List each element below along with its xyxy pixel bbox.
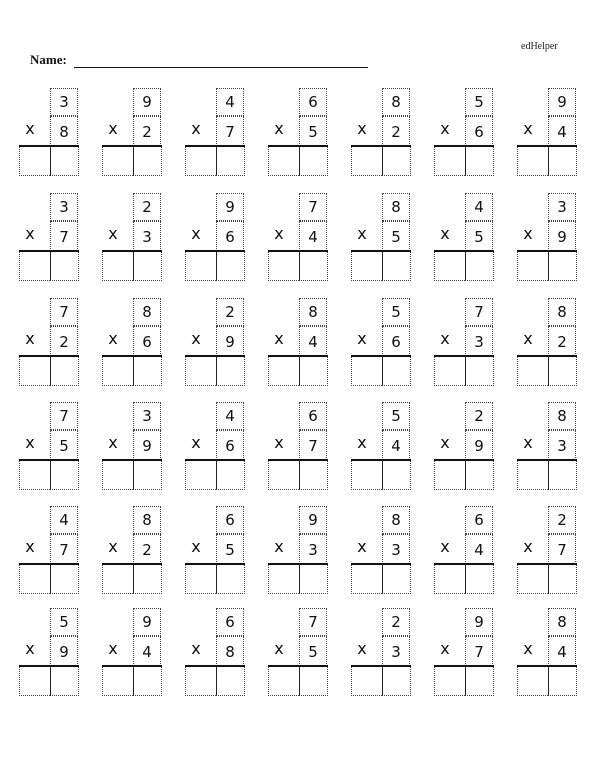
bottom-factor: 3 <box>382 534 410 564</box>
top-factor: 5 <box>465 88 493 116</box>
answer-tens-box[interactable] <box>517 357 548 386</box>
answer-ones-box[interactable] <box>50 147 79 176</box>
answer-tens-box[interactable] <box>102 667 133 696</box>
top-factor: 8 <box>548 402 576 430</box>
times-sign: x <box>523 537 533 556</box>
answer-ones-box[interactable] <box>382 357 411 386</box>
multiplication-problem <box>102 608 162 700</box>
multiplication-problem <box>102 88 162 180</box>
answer-tens-box[interactable] <box>268 667 299 696</box>
answer-tens-box[interactable] <box>19 667 50 696</box>
multiplication-problem <box>185 506 245 598</box>
top-factor: 9 <box>133 88 161 116</box>
bottom-factor: 7 <box>50 221 78 251</box>
times-sign: x <box>274 433 284 452</box>
multiplication-problem <box>19 506 79 598</box>
top-factor: 9 <box>548 88 576 116</box>
bottom-factor: 4 <box>465 534 493 564</box>
top-factor: 4 <box>216 88 244 116</box>
times-sign: x <box>357 537 367 556</box>
answer-ones-box[interactable] <box>465 357 494 386</box>
top-factor: 3 <box>133 402 161 430</box>
answer-tens-box[interactable] <box>268 461 299 490</box>
bottom-factor: 7 <box>216 116 244 146</box>
multiplication-problem <box>268 608 328 700</box>
times-sign: x <box>440 329 450 348</box>
answer-tens-box[interactable] <box>19 252 50 281</box>
brand-label: edHelper <box>521 41 558 52</box>
top-factor: 7 <box>299 193 327 221</box>
bottom-factor: 9 <box>133 430 161 460</box>
bottom-factor: 3 <box>548 430 576 460</box>
multiplication-problem <box>351 608 411 700</box>
answer-tens-box[interactable] <box>102 357 133 386</box>
times-sign: x <box>440 224 450 243</box>
top-factor: 8 <box>548 608 576 636</box>
answer-ones-box[interactable] <box>548 357 577 386</box>
top-factor: 8 <box>133 506 161 534</box>
top-factor: 8 <box>133 298 161 326</box>
times-sign: x <box>191 329 201 348</box>
answer-ones-box[interactable] <box>133 461 162 490</box>
answer-tens-box[interactable] <box>351 667 382 696</box>
top-factor: 7 <box>50 402 78 430</box>
answer-tens-box[interactable] <box>19 357 50 386</box>
multiplication-problem <box>185 608 245 700</box>
bottom-factor: 6 <box>216 430 244 460</box>
top-factor: 9 <box>216 193 244 221</box>
times-sign: x <box>25 537 35 556</box>
times-sign: x <box>25 433 35 452</box>
answer-tens-box[interactable] <box>102 461 133 490</box>
answer-tens-box[interactable] <box>185 565 216 594</box>
multiplication-problem <box>517 298 577 390</box>
multiplication-problem <box>434 298 494 390</box>
bottom-factor: 4 <box>548 636 576 666</box>
times-sign: x <box>191 224 201 243</box>
multiplication-problem <box>517 402 577 494</box>
multiplication-problem <box>268 298 328 390</box>
answer-ones-box[interactable] <box>548 565 577 594</box>
answer-ones-box[interactable] <box>50 667 79 696</box>
times-sign: x <box>108 119 118 138</box>
answer-tens-box[interactable] <box>351 565 382 594</box>
multiplication-problem <box>434 506 494 598</box>
top-factor: 7 <box>465 298 493 326</box>
times-sign: x <box>274 537 284 556</box>
multiplication-problem <box>434 193 494 285</box>
top-factor: 6 <box>299 88 327 116</box>
answer-tens-box[interactable] <box>517 147 548 176</box>
answer-ones-box[interactable] <box>465 667 494 696</box>
times-sign: x <box>357 433 367 452</box>
multiplication-problem <box>351 88 411 180</box>
bottom-factor: 5 <box>299 636 327 666</box>
answer-ones-box[interactable] <box>465 147 494 176</box>
multiplication-problem <box>434 608 494 700</box>
answer-ones-box[interactable] <box>299 565 328 594</box>
answer-ones-box[interactable] <box>299 147 328 176</box>
answer-tens-box[interactable] <box>517 252 548 281</box>
answer-tens-box[interactable] <box>434 667 465 696</box>
answer-tens-box[interactable] <box>19 565 50 594</box>
times-sign: x <box>108 433 118 452</box>
top-factor: 5 <box>50 608 78 636</box>
multiplication-problem <box>434 402 494 494</box>
times-sign: x <box>108 639 118 658</box>
times-sign: x <box>523 329 533 348</box>
multiplication-problem <box>19 608 79 700</box>
bottom-factor: 8 <box>50 116 78 146</box>
top-factor: 8 <box>299 298 327 326</box>
answer-tens-box[interactable] <box>517 667 548 696</box>
multiplication-problem <box>351 506 411 598</box>
bottom-factor: 3 <box>382 636 410 666</box>
multiplication-problem <box>102 193 162 285</box>
top-factor: 4 <box>465 193 493 221</box>
multiplication-problem <box>268 506 328 598</box>
multiplication-problem <box>351 193 411 285</box>
bottom-factor: 2 <box>548 326 576 356</box>
times-sign: x <box>25 224 35 243</box>
bottom-factor: 7 <box>299 430 327 460</box>
bottom-factor: 7 <box>50 534 78 564</box>
multiplication-problem <box>19 88 79 180</box>
bottom-factor: 7 <box>548 534 576 564</box>
bottom-factor: 9 <box>548 221 576 251</box>
answer-ones-box[interactable] <box>216 147 245 176</box>
times-sign: x <box>191 433 201 452</box>
multiplication-problem <box>268 193 328 285</box>
multiplication-problem <box>185 402 245 494</box>
times-sign: x <box>357 224 367 243</box>
answer-tens-box[interactable] <box>268 147 299 176</box>
bottom-factor: 4 <box>133 636 161 666</box>
top-factor: 2 <box>133 193 161 221</box>
answer-tens-box[interactable] <box>19 147 50 176</box>
top-factor: 9 <box>133 608 161 636</box>
bottom-factor: 6 <box>382 326 410 356</box>
bottom-factor: 7 <box>465 636 493 666</box>
answer-tens-box[interactable] <box>268 252 299 281</box>
multiplication-problem <box>19 298 79 390</box>
bottom-factor: 4 <box>382 430 410 460</box>
answer-tens-box[interactable] <box>268 357 299 386</box>
times-sign: x <box>523 433 533 452</box>
times-sign: x <box>440 537 450 556</box>
answer-tens-box[interactable] <box>185 147 216 176</box>
answer-tens-box[interactable] <box>185 357 216 386</box>
times-sign: x <box>440 119 450 138</box>
answer-ones-box[interactable] <box>382 461 411 490</box>
top-factor: 6 <box>465 506 493 534</box>
times-sign: x <box>191 119 201 138</box>
bottom-factor: 8 <box>216 636 244 666</box>
answer-ones-box[interactable] <box>216 252 245 281</box>
answer-ones-box[interactable] <box>133 357 162 386</box>
times-sign: x <box>25 639 35 658</box>
multiplication-problem <box>517 88 577 180</box>
times-sign: x <box>25 119 35 138</box>
answer-ones-box[interactable] <box>133 147 162 176</box>
answer-tens-box[interactable] <box>434 565 465 594</box>
bottom-factor: 2 <box>382 116 410 146</box>
answer-tens-box[interactable] <box>517 461 548 490</box>
multiplication-problem <box>102 402 162 494</box>
top-factor: 4 <box>50 506 78 534</box>
bottom-factor: 3 <box>465 326 493 356</box>
answer-tens-box[interactable] <box>102 147 133 176</box>
answer-tens-box[interactable] <box>19 461 50 490</box>
top-factor: 6 <box>299 402 327 430</box>
answer-tens-box[interactable] <box>351 461 382 490</box>
times-sign: x <box>274 329 284 348</box>
top-factor: 2 <box>465 402 493 430</box>
times-sign: x <box>108 329 118 348</box>
answer-ones-box[interactable] <box>216 461 245 490</box>
top-factor: 5 <box>382 298 410 326</box>
answer-ones-box[interactable] <box>133 667 162 696</box>
times-sign: x <box>523 224 533 243</box>
bottom-factor: 4 <box>299 326 327 356</box>
top-factor: 3 <box>50 88 78 116</box>
top-factor: 2 <box>382 608 410 636</box>
bottom-factor: 5 <box>299 116 327 146</box>
multiplication-problem <box>517 608 577 700</box>
times-sign: x <box>274 224 284 243</box>
multiplication-problem <box>102 506 162 598</box>
top-factor: 8 <box>548 298 576 326</box>
answer-ones-box[interactable] <box>299 667 328 696</box>
answer-tens-box[interactable] <box>434 357 465 386</box>
answer-ones-box[interactable] <box>548 252 577 281</box>
bottom-factor: 6 <box>216 221 244 251</box>
bottom-factor: 4 <box>548 116 576 146</box>
answer-ones-box[interactable] <box>216 357 245 386</box>
times-sign: x <box>440 433 450 452</box>
answer-ones-box[interactable] <box>548 147 577 176</box>
top-factor: 5 <box>382 402 410 430</box>
bottom-factor: 6 <box>133 326 161 356</box>
times-sign: x <box>357 639 367 658</box>
answer-ones-box[interactable] <box>50 565 79 594</box>
top-factor: 9 <box>465 608 493 636</box>
times-sign: x <box>25 329 35 348</box>
answer-ones-box[interactable] <box>50 357 79 386</box>
multiplication-problem <box>351 402 411 494</box>
answer-tens-box[interactable] <box>268 565 299 594</box>
multiplication-problem <box>517 506 577 598</box>
times-sign: x <box>274 119 284 138</box>
top-factor: 3 <box>548 193 576 221</box>
bottom-factor: 5 <box>50 430 78 460</box>
multiplication-problem <box>185 298 245 390</box>
times-sign: x <box>357 329 367 348</box>
answer-tens-box[interactable] <box>517 565 548 594</box>
bottom-factor: 9 <box>465 430 493 460</box>
bottom-factor: 9 <box>216 326 244 356</box>
answer-ones-box[interactable] <box>299 252 328 281</box>
multiplication-problem <box>351 298 411 390</box>
multiplication-problem <box>185 193 245 285</box>
top-factor: 8 <box>382 506 410 534</box>
bottom-factor: 2 <box>133 534 161 564</box>
multiplication-problem <box>185 88 245 180</box>
bottom-factor: 9 <box>50 636 78 666</box>
top-factor: 7 <box>299 608 327 636</box>
bottom-factor: 3 <box>299 534 327 564</box>
multiplication-problem <box>19 193 79 285</box>
answer-ones-box[interactable] <box>465 252 494 281</box>
top-factor: 8 <box>382 88 410 116</box>
times-sign: x <box>523 119 533 138</box>
answer-tens-box[interactable] <box>434 147 465 176</box>
multiplication-problem <box>268 88 328 180</box>
answer-ones-box[interactable] <box>216 667 245 696</box>
answer-ones-box[interactable] <box>548 461 577 490</box>
bottom-factor: 5 <box>382 221 410 251</box>
times-sign: x <box>357 119 367 138</box>
top-factor: 4 <box>216 402 244 430</box>
answer-ones-box[interactable] <box>382 147 411 176</box>
answer-ones-box[interactable] <box>465 461 494 490</box>
answer-tens-box[interactable] <box>102 565 133 594</box>
bottom-factor: 5 <box>216 534 244 564</box>
answer-tens-box[interactable] <box>434 461 465 490</box>
multiplication-problem <box>517 193 577 285</box>
answer-ones-box[interactable] <box>465 565 494 594</box>
answer-tens-box[interactable] <box>185 252 216 281</box>
top-factor: 7 <box>50 298 78 326</box>
multiplication-problem <box>434 88 494 180</box>
multiplication-problem <box>19 402 79 494</box>
top-factor: 6 <box>216 608 244 636</box>
times-sign: x <box>108 537 118 556</box>
multiplication-problem <box>268 402 328 494</box>
answer-tens-box[interactable] <box>434 252 465 281</box>
bottom-factor: 3 <box>133 221 161 251</box>
times-sign: x <box>440 639 450 658</box>
answer-ones-box[interactable] <box>50 252 79 281</box>
bottom-factor: 4 <box>299 221 327 251</box>
answer-ones-box[interactable] <box>133 252 162 281</box>
answer-tens-box[interactable] <box>351 147 382 176</box>
times-sign: x <box>191 537 201 556</box>
answer-ones-box[interactable] <box>548 667 577 696</box>
top-factor: 2 <box>548 506 576 534</box>
answer-ones-box[interactable] <box>382 667 411 696</box>
answer-ones-box[interactable] <box>216 565 245 594</box>
top-factor: 8 <box>382 193 410 221</box>
bottom-factor: 6 <box>465 116 493 146</box>
answer-ones-box[interactable] <box>382 565 411 594</box>
multiplication-problem <box>102 298 162 390</box>
bottom-factor: 2 <box>50 326 78 356</box>
times-sign: x <box>523 639 533 658</box>
answer-tens-box[interactable] <box>102 252 133 281</box>
answer-ones-box[interactable] <box>382 252 411 281</box>
answer-tens-box[interactable] <box>185 667 216 696</box>
top-factor: 6 <box>216 506 244 534</box>
times-sign: x <box>108 224 118 243</box>
top-factor: 9 <box>299 506 327 534</box>
answer-ones-box[interactable] <box>299 357 328 386</box>
answer-ones-box[interactable] <box>50 461 79 490</box>
bottom-factor: 2 <box>133 116 161 146</box>
bottom-factor: 5 <box>465 221 493 251</box>
times-sign: x <box>191 639 201 658</box>
answer-ones-box[interactable] <box>133 565 162 594</box>
top-factor: 3 <box>50 193 78 221</box>
times-sign: x <box>274 639 284 658</box>
answer-tens-box[interactable] <box>185 461 216 490</box>
answer-ones-box[interactable] <box>299 461 328 490</box>
answer-tens-box[interactable] <box>351 357 382 386</box>
top-factor: 2 <box>216 298 244 326</box>
name-label: Name: <box>30 52 67 67</box>
answer-tens-box[interactable] <box>351 252 382 281</box>
